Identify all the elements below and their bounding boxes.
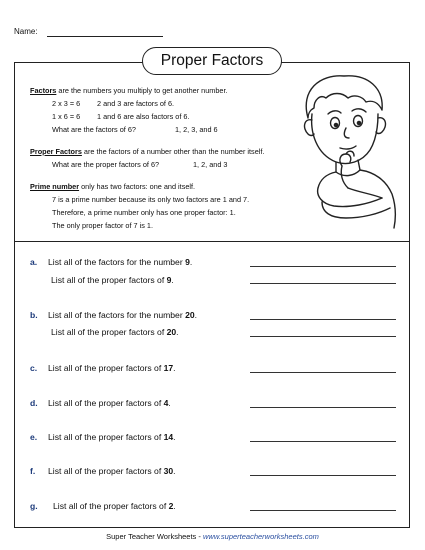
- example-2-note: 1 and 6 are also factors of 6.: [97, 112, 190, 121]
- question-a-letter: a.: [30, 257, 38, 267]
- footer-separator: -: [196, 532, 203, 541]
- question-c-letter: c.: [30, 363, 38, 373]
- answer-line-b-1[interactable]: [250, 319, 396, 320]
- example-2-equation: 1 x 6 = 6: [52, 112, 81, 121]
- footer: [0, 532, 425, 541]
- example-3-answer: 1, 2, 3, and 6: [175, 125, 218, 134]
- question-e-letter: e.: [30, 432, 38, 442]
- proper-example-answer: 1, 2, and 3: [193, 160, 228, 169]
- example-1-equation: 2 x 3 = 6: [52, 99, 81, 108]
- thinking-boy-illustration: [286, 70, 406, 230]
- prime-line-1: 7 is a prime number because its only two factors are 1 and 7.: [52, 195, 250, 204]
- example-3-question: What are the factors of 6?: [52, 125, 136, 134]
- answer-line-f[interactable]: [250, 475, 396, 476]
- proper-example-question: What are the proper factors of 6?: [52, 160, 160, 169]
- question-e-line: List all of the proper factors of 14.: [48, 432, 176, 442]
- name-label: Name:: [14, 27, 38, 36]
- answer-line-b-2[interactable]: [250, 336, 396, 337]
- name-field[interactable]: [47, 36, 163, 37]
- question-a-line-1: List all of the factors for the number 9.: [48, 257, 193, 267]
- prime-line-3: The only proper factor of 7 is 1.: [52, 221, 153, 230]
- question-g-letter: g.: [30, 501, 38, 511]
- question-d-letter: d.: [30, 398, 38, 408]
- question-g-line: List all of the proper factors of 2.: [53, 501, 176, 511]
- prime-line-2: Therefore, a prime number only has one proper factor: 1.: [52, 208, 236, 217]
- answer-line-g[interactable]: [250, 510, 396, 511]
- question-d-line: List all of the proper factors of 4.: [48, 398, 171, 408]
- question-c-line: List all of the proper factors of 17.: [48, 363, 176, 373]
- answer-line-e[interactable]: [250, 441, 396, 442]
- answer-line-d[interactable]: [250, 407, 396, 408]
- question-f-letter: f.: [30, 466, 36, 476]
- question-b-line-2: List all of the proper factors of 20.: [51, 327, 179, 337]
- answer-line-a-1[interactable]: [250, 266, 396, 267]
- prime-number-definition: Prime number only has two factors: one and itself.: [30, 182, 196, 191]
- example-1-note: 2 and 3 are factors of 6.: [97, 99, 175, 108]
- answer-line-a-2[interactable]: [250, 283, 396, 284]
- question-b-letter: b.: [30, 310, 38, 320]
- footer-url-link[interactable]: www.superteacherworksheets.com: [202, 532, 319, 541]
- section-divider: [14, 241, 410, 242]
- answer-line-c[interactable]: [250, 372, 396, 373]
- footer-site-name: Super Teacher Worksheets: [106, 532, 197, 541]
- page-title: Proper Factors: [142, 47, 282, 75]
- proper-factors-definition: Proper Factors are the factors of a number other than the number itself.: [30, 147, 265, 156]
- question-a-line-2: List all of the proper factors of 9.: [51, 275, 174, 285]
- question-f-line: List all of the proper factors of 30.: [48, 466, 176, 476]
- factors-definition: Factors are the numbers you multiply to get another number.: [30, 86, 228, 95]
- question-b-line-1: List all of the factors for the number 20.: [48, 310, 198, 320]
